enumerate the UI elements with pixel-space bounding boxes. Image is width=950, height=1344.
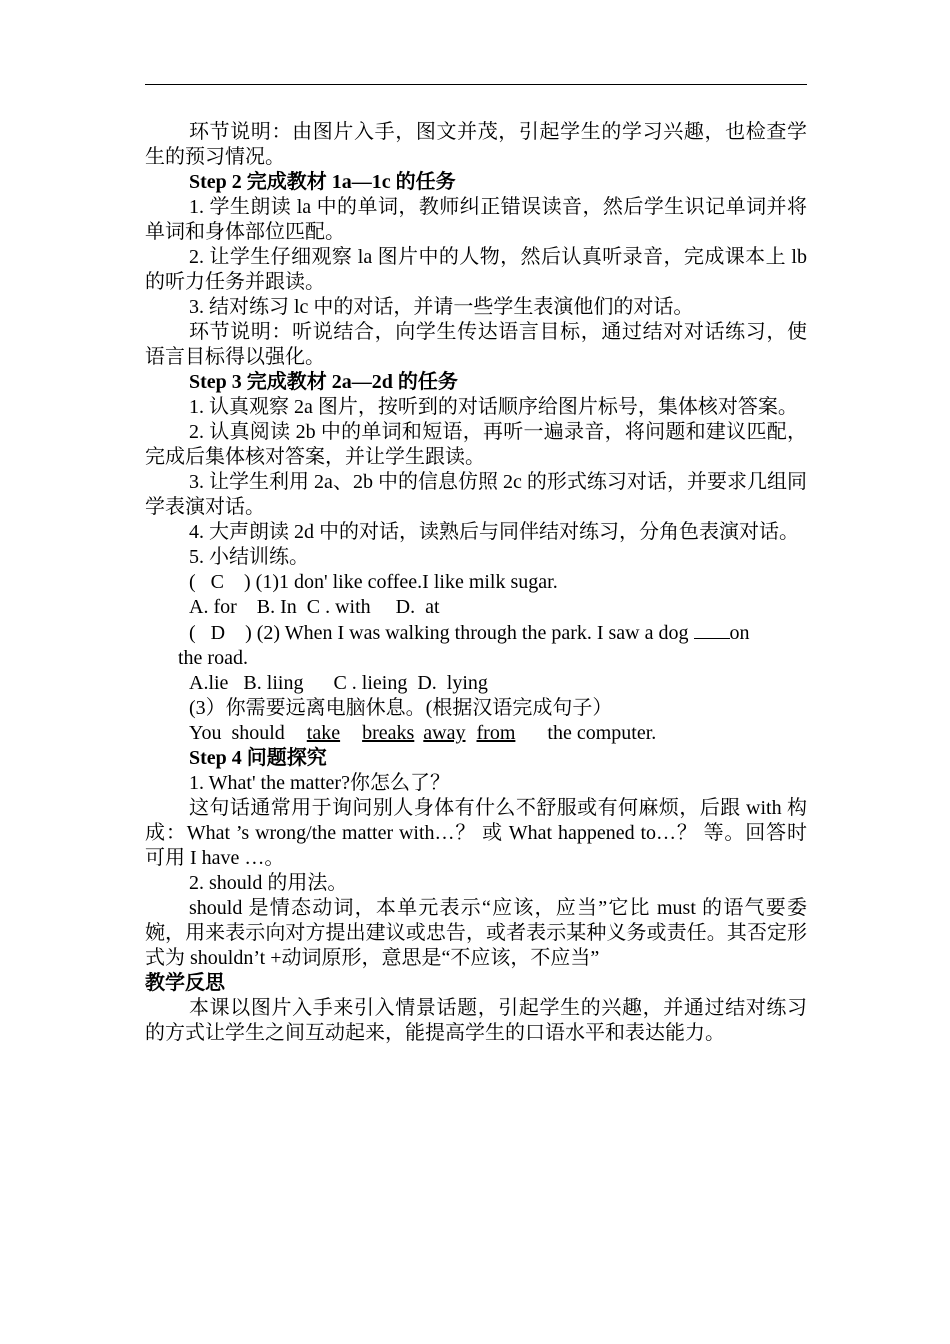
step2-item-3: 3. 结对练习 lc 中的对话，并请一些学生表演他们的对话。 <box>189 296 694 318</box>
step3-item-4: 4. 大声朗读 2d 中的对话，读熟后与同伴结对练习，分角色表演对话。 <box>189 521 799 543</box>
answer-word-4: from <box>476 722 516 744</box>
answer-word-2: breaks <box>362 722 415 744</box>
question-2-stem-text: ( D ) (2) When I was walking through the park. I saw a dog <box>189 622 694 644</box>
document-body <box>145 120 807 1046</box>
question-3-lead: You should <box>189 722 285 744</box>
question-2-stem-end: on <box>729 622 750 644</box>
question-3-stem: (3）你需要远离电脑休息。(根据汉语完成句子） <box>189 697 613 719</box>
step3-item-2: 2. 认真阅读 2b 中的单词和短语，再听一遍录音，将问题和建议匹配，完成后集体核对答案，并让学生跟读。 <box>145 421 807 468</box>
step3-item-3: 3. 让学生利用 2a、2b 中的信息仿照 2c 的形式练习对话，并要求几组同学表演对话。 <box>145 471 807 518</box>
question-1-options: A. for B. In C . with D. at <box>189 596 440 618</box>
step4-point-2-body: should 是情态动词，本单元表示“应该，应当”它比 must 的语气要委婉，用来表示向对方提出建议或忠告，或者表示某种义务或责任。其否定形式为 shouldn’t +动词原形，意思是“不应该，不应当” <box>145 897 807 969</box>
step2-heading: Step 2 完成教材 1a—1c 的任务 <box>189 171 456 193</box>
answer-word-1: take <box>306 722 341 744</box>
question-2-stem <box>145 620 807 646</box>
step2-item-2: 2. 让学生仔细观察 la 图片中的人物，然后认真听录音，完成课本上 lb 的听力任务并跟读。 <box>145 246 807 293</box>
step4-heading: Step 4 问题探究 <box>189 747 327 769</box>
step4-point-1-title: 1. What' the matter?你怎么了？ <box>189 772 450 794</box>
step1-note: 环节说明：由图片入手，图文并茂，引起学生的学习兴趣，也检查学生的预习情况。 <box>145 121 807 168</box>
answer-blank <box>694 620 730 639</box>
step3-item-1: 1. 认真观察 2a 图片，按听到的对话顺序给图片标号，集体核对答案。 <box>189 396 798 418</box>
question-2-options: A.lie B. liing C . lieing D. lying <box>189 672 488 694</box>
answer-word-3: away <box>423 722 466 744</box>
step2-note: 环节说明：听说结合，向学生传达语言目标，通过结对对话练习，使语言目标得以强化。 <box>145 321 807 368</box>
question-3-answer <box>145 721 807 746</box>
step2-item-1: 1. 学生朗读 la 中的单词，教师纠正错误读音，然后学生识记单词并将单词和身体部位匹配。 <box>145 196 807 243</box>
step3-item-5: 5. 小结训练。 <box>189 546 309 568</box>
reflection-heading: 教学反思 <box>145 972 225 994</box>
header-rule <box>145 84 807 85</box>
step3-heading: Step 3 完成教材 2a—2d 的任务 <box>189 371 458 393</box>
step4-point-1-body: 这句话通常用于询问别人身体有什么不舒服或有何麻烦，后跟 with 构成：What ’s wrong/the matter with…？ 或 What happened to…？ 等。回答时可用 I have …。 <box>145 797 807 869</box>
question-1-stem: ( C ) (1)1 don' like coffee.I like milk sugar. <box>189 571 558 593</box>
reflection-body: 本课以图片入手来引入情景话题，引起学生的兴趣，并通过结对练习的方式让学生之间互动起来，能提高学生的口语水平和表达能力。 <box>145 997 807 1044</box>
question-3-tail: the computer. <box>547 722 657 744</box>
step4-point-2-title: 2. should 的用法。 <box>189 872 348 894</box>
question-2-stem-continued: the road. <box>178 647 248 669</box>
